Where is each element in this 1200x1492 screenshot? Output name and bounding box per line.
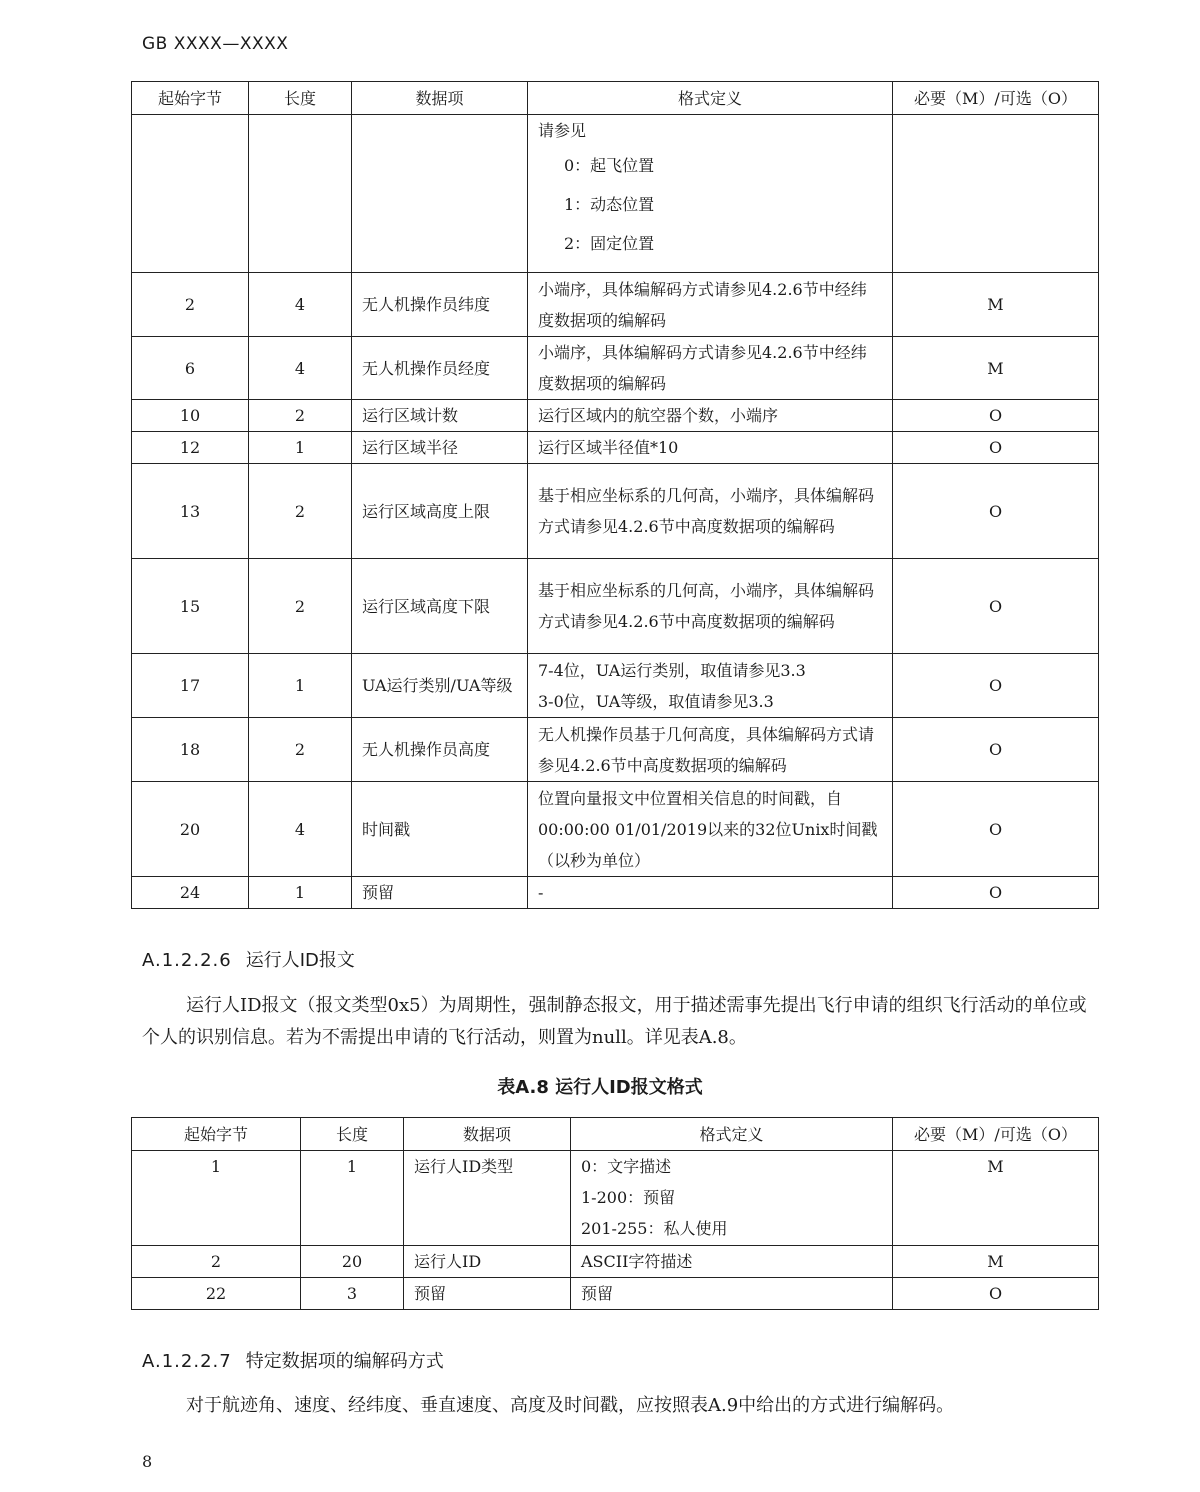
start-byte-cell: 20: [132, 782, 249, 877]
format-line: 请参见: [538, 121, 587, 140]
length-cell: 2: [249, 718, 352, 782]
format-line: 1：动态位置: [564, 195, 655, 214]
data-item-cell: UA运行类别/UA等级: [352, 654, 528, 718]
data-item-cell: 无人机操作员纬度: [352, 273, 528, 337]
table-header-row: [132, 1118, 1099, 1151]
table-row: [132, 432, 1099, 464]
format-line: 201-255：私人使用: [581, 1219, 728, 1238]
column-header: 数据项: [404, 1118, 571, 1151]
format-cell: [528, 115, 893, 273]
table-caption: 表A.8 运行人ID报文格式: [497, 1077, 703, 1098]
format-cell: 无人机操作员基于几何高度，具体编解码方式请参见4.2.6节中高度数据项的编解码: [528, 718, 893, 782]
length-cell: 1: [249, 432, 352, 464]
table-row: [132, 1278, 1099, 1310]
section-number: A.1.2.2.7: [142, 1351, 232, 1372]
length-cell: 4: [249, 337, 352, 400]
data-item-cell: 运行区域计数: [352, 400, 528, 432]
requirement-cell: M: [893, 1246, 1099, 1278]
length-cell: 3: [301, 1278, 404, 1310]
data-item-cell: 运行人ID类型: [404, 1151, 571, 1246]
requirement-cell: M: [893, 337, 1099, 400]
format-cell: 小端序，具体编解码方式请参见4.2.6节中经纬度数据项的编解码: [528, 273, 893, 337]
requirement-cell: M: [893, 1151, 1099, 1246]
requirement-cell: O: [893, 432, 1099, 464]
requirement-cell: O: [893, 782, 1099, 877]
table-row: [132, 1246, 1099, 1278]
format-cell: ASCII字符描述: [571, 1246, 893, 1278]
table-header-row: [132, 82, 1099, 115]
length-cell: 1: [249, 877, 352, 909]
length-cell: 2: [249, 400, 352, 432]
section-title: 运行人ID报文: [245, 950, 355, 971]
start-byte-cell: 24: [132, 877, 249, 909]
format-line: 3-0位，UA等级，取值请参见3.3: [538, 691, 774, 711]
start-byte-cell: 6: [132, 337, 249, 400]
data-item-cell: 运行区域半径: [352, 432, 528, 464]
column-header: 起始字节: [132, 1118, 301, 1151]
requirement-cell: O: [893, 718, 1099, 782]
length-cell: 2: [249, 559, 352, 654]
data-item-cell: 运行区域高度上限: [352, 464, 528, 559]
requirement-cell: O: [893, 654, 1099, 718]
section-heading-a1227: [142, 1347, 444, 1373]
column-header: 长度: [301, 1118, 404, 1151]
format-cell: 基于相应坐标系的几何高，小端序，具体编解码方式请参见4.2.6节中高度数据项的编解码: [528, 464, 893, 559]
format-cell: 小端序，具体编解码方式请参见4.2.6节中经纬度数据项的编解码: [528, 337, 893, 400]
start-byte-cell: 2: [132, 1246, 301, 1278]
document-code: GB XXXX—XXXX: [142, 34, 289, 54]
format-line: 1-200：预留: [581, 1188, 676, 1207]
requirement-cell: O: [893, 400, 1099, 432]
data-item-cell: 无人机操作员高度: [352, 718, 528, 782]
format-cell: [571, 1151, 893, 1246]
operator-position-table: [131, 81, 1099, 909]
format-cell: [528, 654, 893, 718]
length-cell: 1: [249, 654, 352, 718]
data-item-cell: 运行人ID: [404, 1246, 571, 1278]
format-cell: 预留: [571, 1278, 893, 1310]
data-item-cell: 运行区域高度下限: [352, 559, 528, 654]
table-row: [132, 1151, 1099, 1246]
section-paragraph: 对于航迹角、速度、经纬度、垂直速度、高度及时间戳，应按照表A.9中给出的方式进行编解码。: [186, 1395, 955, 1416]
length-cell: 2: [249, 464, 352, 559]
requirement-cell: M: [893, 273, 1099, 337]
section-title: 特定数据项的编解码方式: [245, 1351, 444, 1372]
operator-id-table: [131, 1117, 1099, 1310]
table-row: [132, 877, 1099, 909]
length-cell: 20: [301, 1246, 404, 1278]
start-byte-cell: 10: [132, 400, 249, 432]
start-byte-cell: 17: [132, 654, 249, 718]
column-header: 必要（M）/可选（O）: [893, 1118, 1099, 1151]
start-byte-cell: 15: [132, 559, 249, 654]
section-number: A.1.2.2.6: [142, 950, 232, 971]
start-byte-cell: 12: [132, 432, 249, 464]
data-item-cell: 时间戳: [352, 782, 528, 877]
column-header: 格式定义: [571, 1118, 893, 1151]
column-header: 数据项: [352, 82, 528, 115]
table-row: [132, 400, 1099, 432]
section-paragraph: 运行人ID报文（报文类型0x5）为周期性，强制静态报文，用于描述需事先提出飞行申请的组织飞行活动的单位或个人的识别信息。若为不需提出申请的飞行活动，则置为null。详见表A.8。: [142, 995, 1087, 1048]
format-line: 0：文字描述: [581, 1157, 672, 1176]
page-number: 8: [142, 1452, 153, 1471]
table-row: [132, 559, 1099, 654]
length-cell: 1: [301, 1151, 404, 1246]
length-cell: 4: [249, 273, 352, 337]
requirement-cell: O: [893, 464, 1099, 559]
format-cell: 运行区域内的航空器个数，小端序: [528, 400, 893, 432]
format-line: 7-4位，UA运行类别，取值请参见3.3: [538, 660, 806, 680]
format-line: 2：固定位置: [564, 234, 655, 253]
start-byte-cell: 1: [132, 1151, 301, 1246]
table-row: [132, 464, 1099, 559]
table-row: [132, 718, 1099, 782]
data-item-cell: 预留: [352, 877, 528, 909]
start-byte-cell: 13: [132, 464, 249, 559]
format-cell: 基于相应坐标系的几何高，小端序，具体编解码方式请参见4.2.6节中高度数据项的编解码: [528, 559, 893, 654]
data-item-cell: 预留: [404, 1278, 571, 1310]
requirement-cell: O: [893, 877, 1099, 909]
column-header: 格式定义: [528, 82, 893, 115]
requirement-cell: O: [893, 559, 1099, 654]
data-item-cell: 无人机操作员经度: [352, 337, 528, 400]
format-cell: 位置向量报文中位置相关信息的时间戳，自00:00:00 01/01/2019以来的32位Unix时间戳（以秒为单位）: [528, 782, 893, 877]
column-header: 起始字节: [132, 82, 249, 115]
table-row: [132, 273, 1099, 337]
table-row-continuation: [132, 115, 1099, 273]
format-cell: 运行区域半径值*10: [528, 432, 893, 464]
column-header: 必要（M）/可选（O）: [893, 82, 1099, 115]
table-row: [132, 337, 1099, 400]
length-cell: 4: [249, 782, 352, 877]
format-cell: -: [528, 877, 893, 909]
column-header: 长度: [249, 82, 352, 115]
table-row: [132, 782, 1099, 877]
start-byte-cell: 22: [132, 1278, 301, 1310]
format-line: 0：起飞位置: [564, 156, 655, 175]
requirement-cell: O: [893, 1278, 1099, 1310]
start-byte-cell: 18: [132, 718, 249, 782]
table-row: [132, 654, 1099, 718]
section-heading-a1226: [142, 946, 355, 972]
start-byte-cell: 2: [132, 273, 249, 337]
